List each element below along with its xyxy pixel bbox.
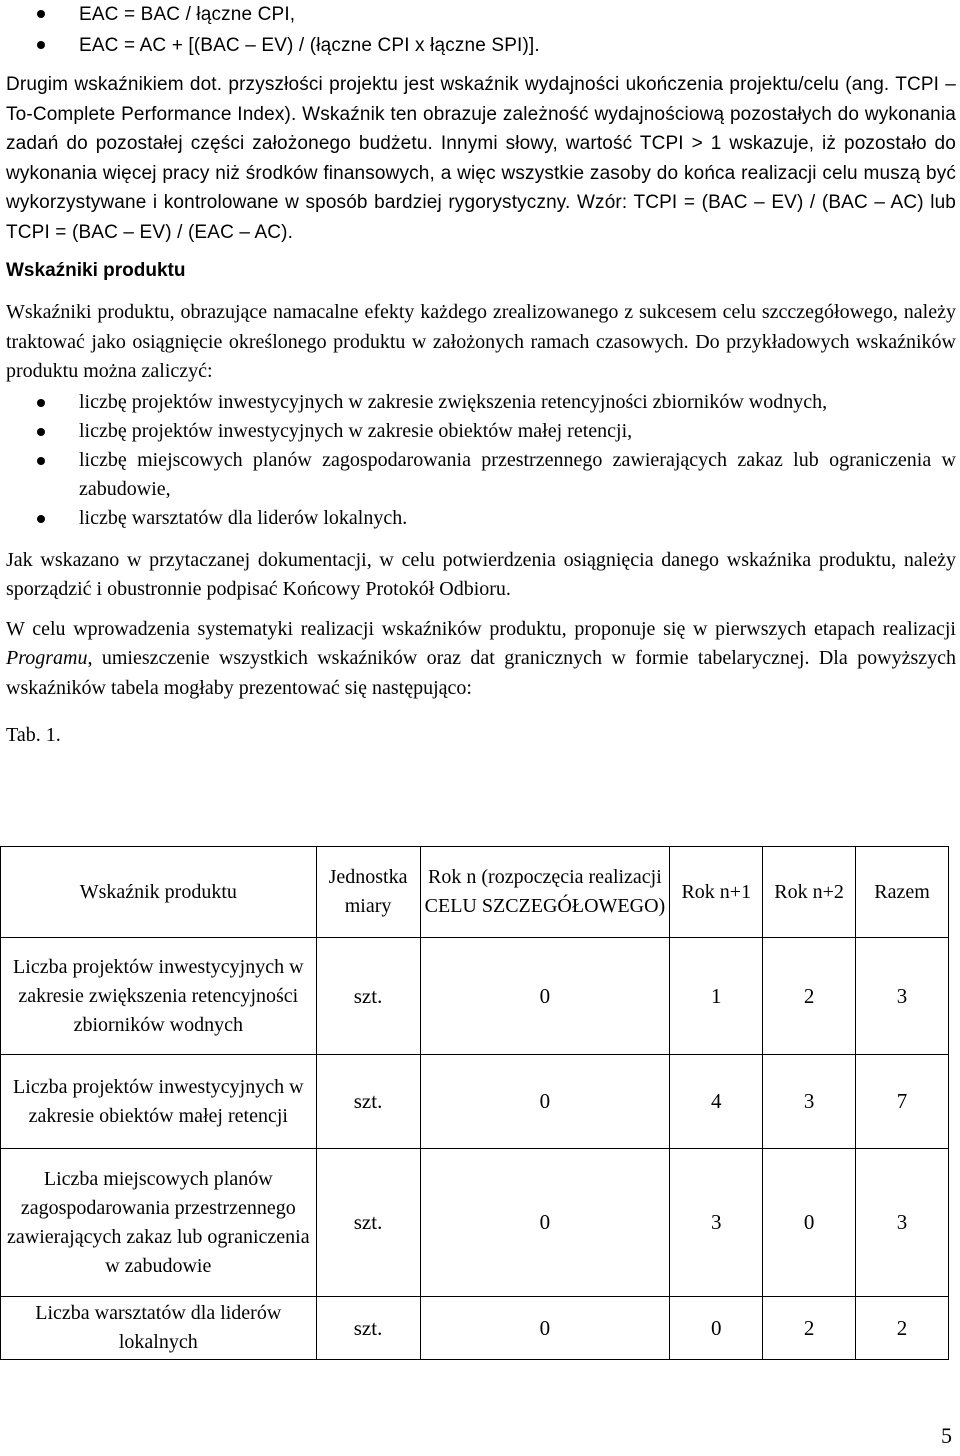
list-item bbox=[6, 30, 956, 61]
table-cell: 4 bbox=[670, 1055, 763, 1149]
intro-paragraph-rest: Do przykładowych wskaźników produktu można zaliczyć: bbox=[6, 330, 956, 382]
table-cell: 2 bbox=[856, 1297, 949, 1360]
table-caption: Tab. 1. bbox=[6, 724, 61, 746]
table-cell: 2 bbox=[763, 938, 856, 1055]
tcpi-paragraph-intro: Drugim wskaźnikiem dot. przyszłości projektu jest wskaźnik wydajności ukończenia projektu/celu (ang. TCPI – To-Complete Performance Index). Wskaźnik ten obrazuje zależność wydajnościową pozostałych do wykonania zadań do pozostałej części założonego budżetu. bbox=[6, 74, 956, 154]
table-cell: Liczba projektów inwestycyjnych w zakresie zwiększenia retencyjności zbiorników wodnych bbox=[1, 938, 317, 1055]
tcpi-paragraph bbox=[6, 70, 956, 247]
bullet-dot-icon bbox=[37, 10, 45, 18]
list-item bbox=[6, 446, 956, 504]
header-cell: Razem bbox=[856, 847, 949, 938]
intro-paragraph bbox=[6, 298, 956, 387]
protocol-paragraph: Jak wskazano w przytaczanej dokumentacji, w celu potwierdzenia osiągnięcia danego wskaźnika produktu, należy sporządzić i obustronnie podpisać Końcowy Protokół Odbioru. bbox=[6, 548, 956, 600]
table-cell: Liczba projektów inwestycyjnych w zakresie obiektów małej retencji bbox=[1, 1055, 317, 1149]
bullet-dot-icon bbox=[37, 41, 45, 49]
list-item bbox=[6, 0, 956, 30]
table-cell: 3 bbox=[856, 1149, 949, 1297]
table-cell: 0 bbox=[670, 1297, 763, 1360]
bullet-dot-icon bbox=[37, 457, 45, 465]
table-cell: 3 bbox=[763, 1055, 856, 1149]
table-header-row bbox=[1, 847, 949, 938]
eac-formula-list bbox=[6, 0, 956, 60]
systematics-after: , umieszczenie wszystkich wskaźników oraz dat granicznych w formie tabelarycznej. Dla powyższych wskaźników tabela mogłaby prezentować się następująco: bbox=[6, 647, 956, 699]
list-item-text: EAC = BAC / łączne CPI, bbox=[79, 4, 296, 25]
list-item-text: liczbę miejscowych planów zagospodarowania przestrzennego zawierających zakaz lub ograniczenia w zabudowie, bbox=[79, 448, 956, 500]
table-row bbox=[1, 1297, 949, 1360]
section-heading: Wskaźniki produktu bbox=[6, 260, 186, 281]
table-cell: 0 bbox=[420, 1297, 670, 1360]
program-name: Programu bbox=[6, 647, 88, 669]
header-cell: Wskaźnik produktu bbox=[1, 847, 317, 938]
bullet-dot-icon bbox=[37, 428, 45, 436]
table-cell: szt. bbox=[316, 1055, 420, 1149]
list-item bbox=[6, 388, 956, 417]
table-row bbox=[1, 1055, 949, 1149]
table-cell: Liczba warsztatów dla liderów lokalnych bbox=[1, 1297, 317, 1360]
list-item-text: EAC = AC + [(BAC – EV) / (łączne CPI x łączne SPI)]. bbox=[79, 34, 540, 56]
table-cell: szt. bbox=[316, 1149, 420, 1297]
tcpi-paragraph-rest: Innymi słowy, wartość TCPI > 1 wskazuje, iż pozostało do wykonania więcej pracy niż środków finansowych, a więc wszystkie zasoby do końca realizacji celu muszą być wykorzystywane i kontrolowane w sposób bardziej rygorystyczny. Wzór: TCPI = (BAC – EV) / (BAC – AC) lub TCPI = (BAC – EV) / (EAC – AC). bbox=[6, 133, 956, 243]
table-cell: 7 bbox=[856, 1055, 949, 1149]
table-cell: 0 bbox=[420, 1055, 670, 1149]
table-cell: szt. bbox=[316, 938, 420, 1055]
product-indicator-list bbox=[6, 388, 956, 533]
list-item bbox=[6, 417, 956, 446]
table-cell: 0 bbox=[420, 938, 670, 1055]
table-cell: szt. bbox=[316, 1297, 420, 1360]
page-number: 5 bbox=[941, 1423, 952, 1448]
table-cell: 2 bbox=[763, 1297, 856, 1360]
product-indicators-table bbox=[0, 846, 949, 1360]
header-cell: Rok n+2 bbox=[763, 847, 856, 938]
document-page bbox=[6, 0, 956, 749]
table-row bbox=[1, 938, 949, 1055]
header-cell: Rok n+1 bbox=[670, 847, 763, 938]
systematics-before: W celu wprowadzenia systematyki realizacji wskaźników produktu, proponuje się w pierwszych etapach realizacji bbox=[6, 617, 956, 640]
systematics-paragraph bbox=[6, 615, 956, 704]
bullet-dot-icon bbox=[37, 399, 45, 407]
list-item bbox=[6, 504, 956, 533]
table-cell: 0 bbox=[763, 1149, 856, 1297]
table-cell: 3 bbox=[856, 938, 949, 1055]
header-cell: Jednostka miary bbox=[316, 847, 420, 938]
list-item-text: liczbę projektów inwestycyjnych w zakresie zwiększenia retencyjności zbiorników wodnych, bbox=[79, 390, 828, 413]
table-cell: 1 bbox=[670, 938, 763, 1055]
intro-paragraph-main: Wskaźniki produktu, obrazujące namacalne efekty każdego zrealizowanego z sukcesem celu szcczegółowego, należy traktować jako osiągnięcie określonego produktu w założonych ramach czasowych. bbox=[6, 301, 956, 353]
table-cell: Liczba miejscowych planów zagospodarowania przestrzennego zawierających zakaz lub ograniczenia w zabudowie bbox=[1, 1149, 317, 1297]
table-cell: 3 bbox=[670, 1149, 763, 1297]
table-cell: 0 bbox=[420, 1149, 670, 1297]
list-item-text: liczbę projektów inwestycyjnych w zakresie obiektów małej retencji, bbox=[79, 419, 633, 442]
list-item-text: liczbę warsztatów dla liderów lokalnych. bbox=[79, 506, 408, 529]
header-cell: Rok n (rozpoczęcia realizacji CELU SZCZEGÓŁOWEGO) bbox=[420, 847, 670, 938]
bullet-dot-icon bbox=[37, 515, 45, 523]
table-row bbox=[1, 1149, 949, 1297]
